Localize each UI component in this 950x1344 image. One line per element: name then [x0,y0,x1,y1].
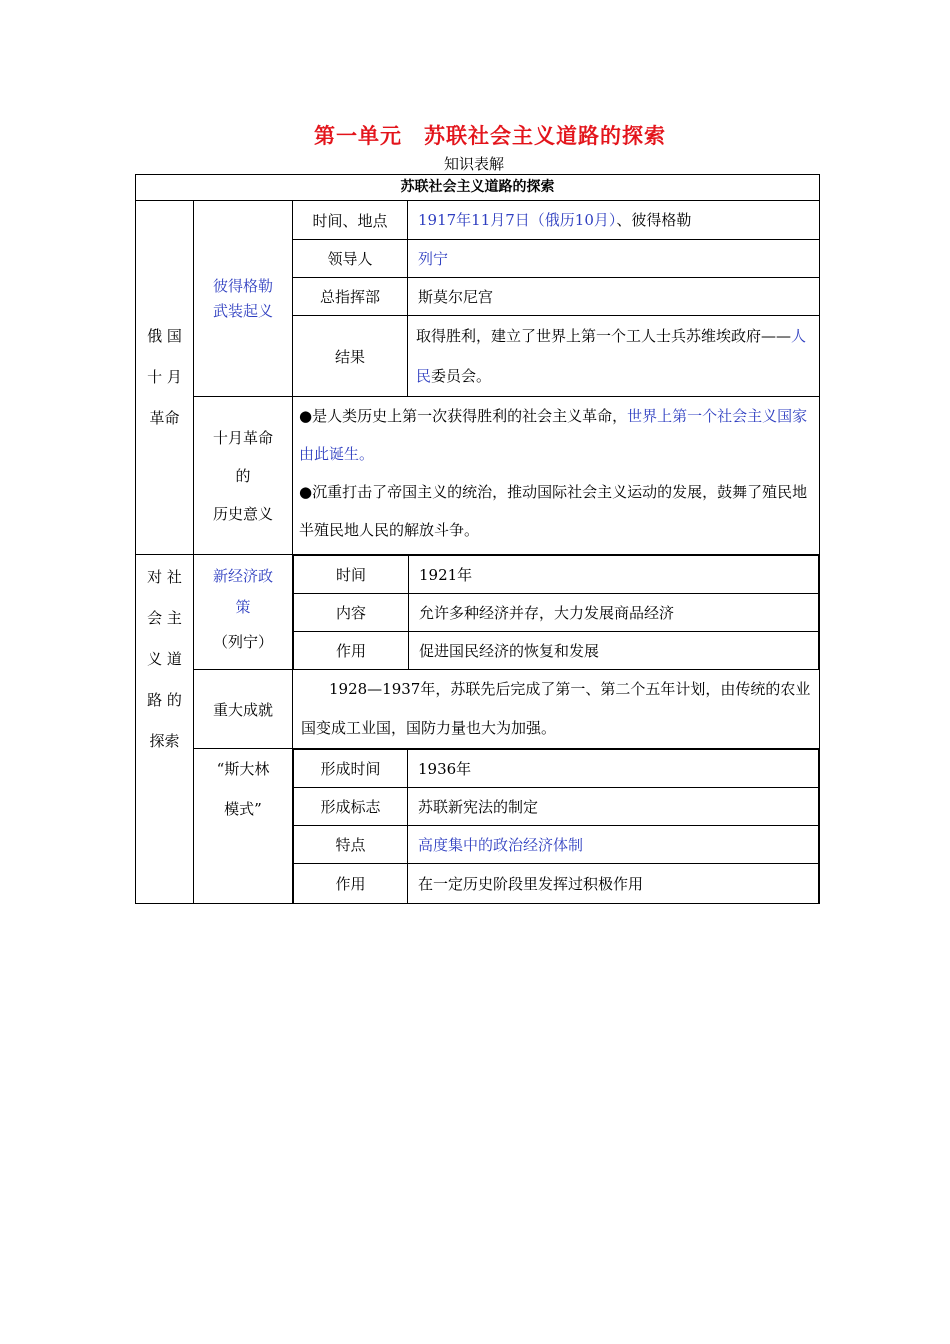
stalin-feature-label: 特点 [294,826,408,864]
exploration-label: 对 社 会 主 义 道 路 的 探索 [136,555,194,904]
october-revolution-label: 俄 国 十 月 革命 [136,201,194,555]
nep-content-value: 允许多种经济并存，大力发展商品经济 [409,594,819,632]
page-subtitle: 知识表解 [444,155,505,173]
uprising-label: 彼得格勒 武装起义 [194,201,293,397]
stalin-model-label: “斯大林 模式” [194,749,293,904]
significance-label: 十月革命 的 历史意义 [194,397,293,555]
nep-effect-value: 促进国民经济的恢复和发展 [409,632,819,669]
table-header: 苏联社会主义道路的探索 [136,175,820,201]
result-label: 结果 [293,316,408,397]
time-place-label: 时间、地点 [293,201,408,240]
nep-effect-label: 作用 [294,632,409,669]
time-place-value: 1917年11月7日（俄历10月）、彼得格勒 [408,201,820,240]
significance-text: ●是人类历史上第一次获得胜利的社会主义革命，世界上第一个社会主义国家由此诞生。 ●沉重打击了帝国主义的统治，推动国际社会主义运动的发展，鼓舞了殖民地半殖民地人民的解放斗争。 [293,397,820,555]
stalin-time-value: 1936年 [408,750,819,788]
stalin-time-label: 形成时间 [294,750,408,788]
leader-label: 领导人 [293,240,408,278]
nep-time-value: 1921年 [409,556,819,594]
nep-time-label: 时间 [294,556,409,594]
stalin-effect-label: 作用 [294,864,408,903]
nep-label: 新经济政 策 （列宁） [194,555,293,670]
stalin-mark-value: 苏联新宪法的制定 [408,788,819,826]
knowledge-table [135,174,820,904]
result-value: 取得胜利，建立了世界上第一个工人士兵苏维埃政府——人民委员会。 [408,316,820,397]
nep-table [293,555,819,669]
stalin-table [293,749,819,903]
stalin-feature-value: 高度集中的政治经济体制 [408,826,819,864]
achievement-text: 1928—1937年，苏联先后完成了第一、第二个五年计划，由传统的农业国变成工业国，国防力量也大为加强。 [293,670,820,749]
leader-value: 列宁 [408,240,820,278]
page-title: 第一单元 苏联社会主义道路的探索 [314,124,666,148]
stalin-effect-value: 在一定历史阶段里发挥过积极作用 [408,864,819,903]
stalin-mark-label: 形成标志 [294,788,408,826]
headquarters-value: 斯莫尔尼宫 [408,278,820,316]
achievement-label: 重大成就 [194,670,293,749]
headquarters-label: 总指挥部 [293,278,408,316]
nep-content-label: 内容 [294,594,409,632]
